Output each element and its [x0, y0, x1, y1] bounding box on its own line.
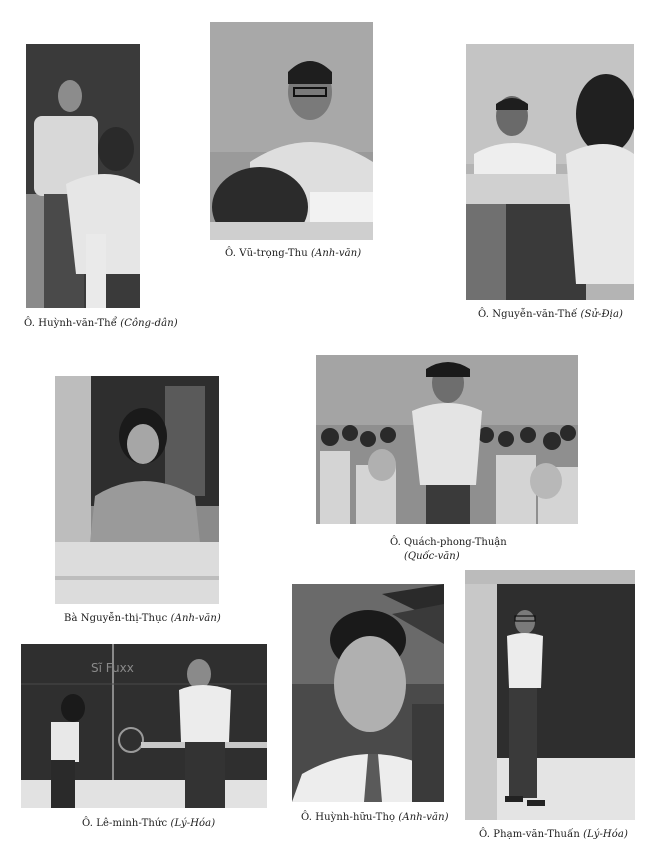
photo-huynh-van-the [26, 44, 140, 308]
caption-nguyen-thi-thuc [64, 613, 221, 624]
caption-vu-trong-thu [225, 248, 361, 259]
photo-huynh-huu-tho [292, 584, 444, 802]
photo-vu-trong-thu [210, 22, 373, 240]
caption-name: Ô. Huỳnh-hữu-Thọ [301, 812, 396, 823]
caption-huynh-huu-tho [301, 812, 449, 823]
svg-text:Sĩ Fuxx: Sĩ Fuxx [91, 661, 134, 675]
caption-subject: (Lý-Hóa) [170, 818, 216, 829]
caption-subject: (Sử-Địa) [580, 309, 624, 320]
caption-pham-van-thuan [479, 829, 628, 840]
photo-nguyen-van-the [466, 44, 634, 300]
caption-name: Ô. Lê-minh-Thức [82, 818, 168, 829]
caption-nguyen-van-the [478, 309, 623, 320]
caption-name: Bà Nguyễn-thị-Thục [64, 613, 168, 624]
caption-name: Ô. Phạm-văn-Thuấn [479, 829, 580, 840]
caption-name: Ô. Nguyễn-văn-Thế [478, 309, 578, 320]
caption-quach-phong-thuan [390, 536, 507, 564]
caption-name: Ô. Huỳnh-văn-Thể [24, 318, 117, 329]
photo-le-minh-thuc [21, 644, 267, 808]
caption-huynh-van-the [24, 318, 178, 329]
caption-name: Ô. Vũ-trọng-Thu [225, 248, 308, 259]
photo-nguyen-thi-thuc [55, 376, 219, 604]
caption-subject: (Anh-văn) [170, 613, 221, 624]
caption-le-minh-thuc [82, 818, 215, 829]
caption-subject: (Công-dân) [120, 318, 178, 329]
photo-quach-phong-thuan [316, 355, 578, 524]
caption-name: Ô. Quách-phong-Thuận [390, 537, 507, 548]
caption-subject: (Anh-văn) [398, 812, 449, 823]
caption-subject: (Anh-văn) [311, 248, 362, 259]
photo-pham-van-thuan [465, 570, 635, 820]
caption-subject: (Lý-Hóa) [583, 829, 628, 840]
caption-subject: (Quốc-văn) [404, 551, 460, 562]
